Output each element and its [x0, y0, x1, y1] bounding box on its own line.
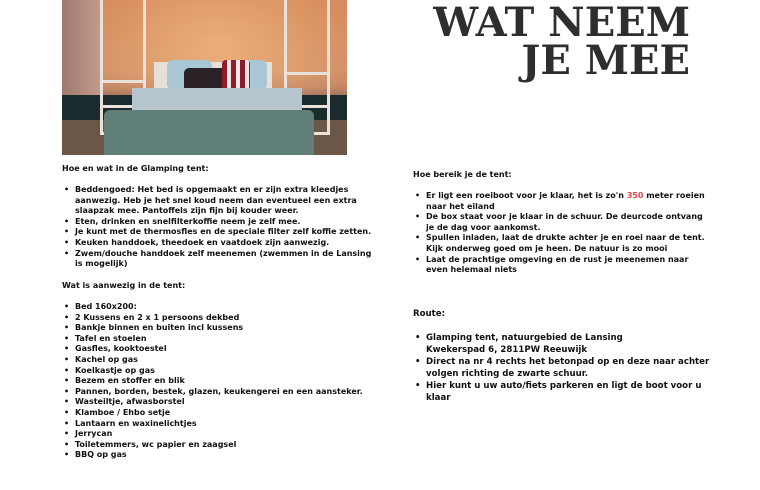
list-item: • Hier kunt u uw auto/fiets parkeren en ligt de boot voor u klaar: [426, 380, 726, 404]
list-item: • Keuken handdoek, theedoek en vaatdoek zijn aanwezig.: [75, 238, 375, 249]
route-list: [413, 332, 726, 404]
tent-interior-photo: [62, 0, 347, 155]
item-text: meter roeien naar het eiland: [426, 191, 705, 211]
list-item: • Pannen, borden, bestek, glazen, keukengerei en een aansteker.: [75, 387, 375, 398]
list-item: • Spullen inladen, laat de drukte achter je en roei naar de tent. Kijk onderweg goed om je heen. De natuur is zo mooi: [426, 233, 711, 254]
list-item: • De box staat voor je klaar in de schuur. De deurcode ontvang je de dag voor aankomst.: [426, 212, 711, 233]
list-item: • Lantaarn en waxinelichtjes: [75, 419, 375, 430]
bereik-heading: Hoe bereik je de tent:: [413, 170, 512, 179]
list-item: • Beddengoed: Het bed is opgemaakt en er zijn extra kleedjes aanwezig. Heb je het snel koud neem dan eventueel een extra slaapzak mee. Pantoffels zijn fijn bij kouder weer.: [75, 185, 375, 217]
list-item: • Toiletemmers, wc papier en zaagsel: [75, 440, 375, 451]
list-item: • 2 Kussens en 2 x 1 persoons dekbed: [75, 313, 375, 324]
page-title: [433, 0, 690, 84]
distance-highlight: 350: [626, 191, 644, 200]
list-item: • Wasteiltje, afwasborstel: [75, 397, 375, 408]
blanket: [104, 110, 314, 155]
list-item: • Eten, drinken en snelfilterkoffie neem je zelf mee.: [75, 217, 375, 228]
title-line-2: JE MEE: [521, 37, 690, 84]
route-address: Kwekerspad 6, 2811PW Reeuwijk: [426, 345, 588, 355]
glamping-heading: Hoe en wat in de Glamping tent:: [62, 164, 209, 173]
list-item: • Gasfles, kooktoestel: [75, 344, 375, 355]
list-item: • Laat de prachtige omgeving en de rust je meenemen naar even helemaal niets: [426, 255, 711, 276]
list-item: • Je kunt met de thermosfles en de speciale filter zelf koffie zetten.: [75, 227, 375, 238]
item-text: Er ligt een roeiboot voor je klaar, het is zo'n: [426, 191, 627, 200]
list-item: [426, 332, 726, 356]
aanwezig-heading: Wat is aanwezig in de tent:: [62, 281, 186, 290]
list-item: • Bezem en stoffer en blik: [75, 376, 375, 387]
list-item: • Zwem/douche handdoek zelf meenemen (zwemmen in de Lansing is mogelijk): [75, 249, 375, 270]
list-item: • Bed 160x200:: [75, 302, 375, 313]
list-item: • Bankje binnen en buiten incl kussens: [75, 323, 375, 334]
list-item: • BBQ op gas: [75, 450, 375, 461]
route-heading: Route:: [413, 309, 446, 319]
bereik-list: [413, 191, 711, 276]
list-item: • Jerrycan: [75, 429, 375, 440]
list-item: • Kachel op gas: [75, 355, 375, 366]
list-item: [426, 191, 711, 212]
tent-side-wall: [62, 0, 100, 110]
aanwezig-list: [62, 302, 375, 461]
route-location: Glamping tent, natuurgebied de Lansing: [426, 333, 623, 343]
list-item: • Klamboe / Ehbo setje: [75, 408, 375, 419]
list-item: • Tafel en stoelen: [75, 334, 375, 345]
list-item: • Direct na nr 4 rechts het betonpad op en deze naar achter volgen richting de zwarte schuur.: [426, 356, 726, 380]
title-line-1: WAT NEEM: [433, 0, 690, 46]
list-item: • Koelkastje op gas: [75, 366, 375, 377]
glamping-list: [62, 185, 375, 270]
